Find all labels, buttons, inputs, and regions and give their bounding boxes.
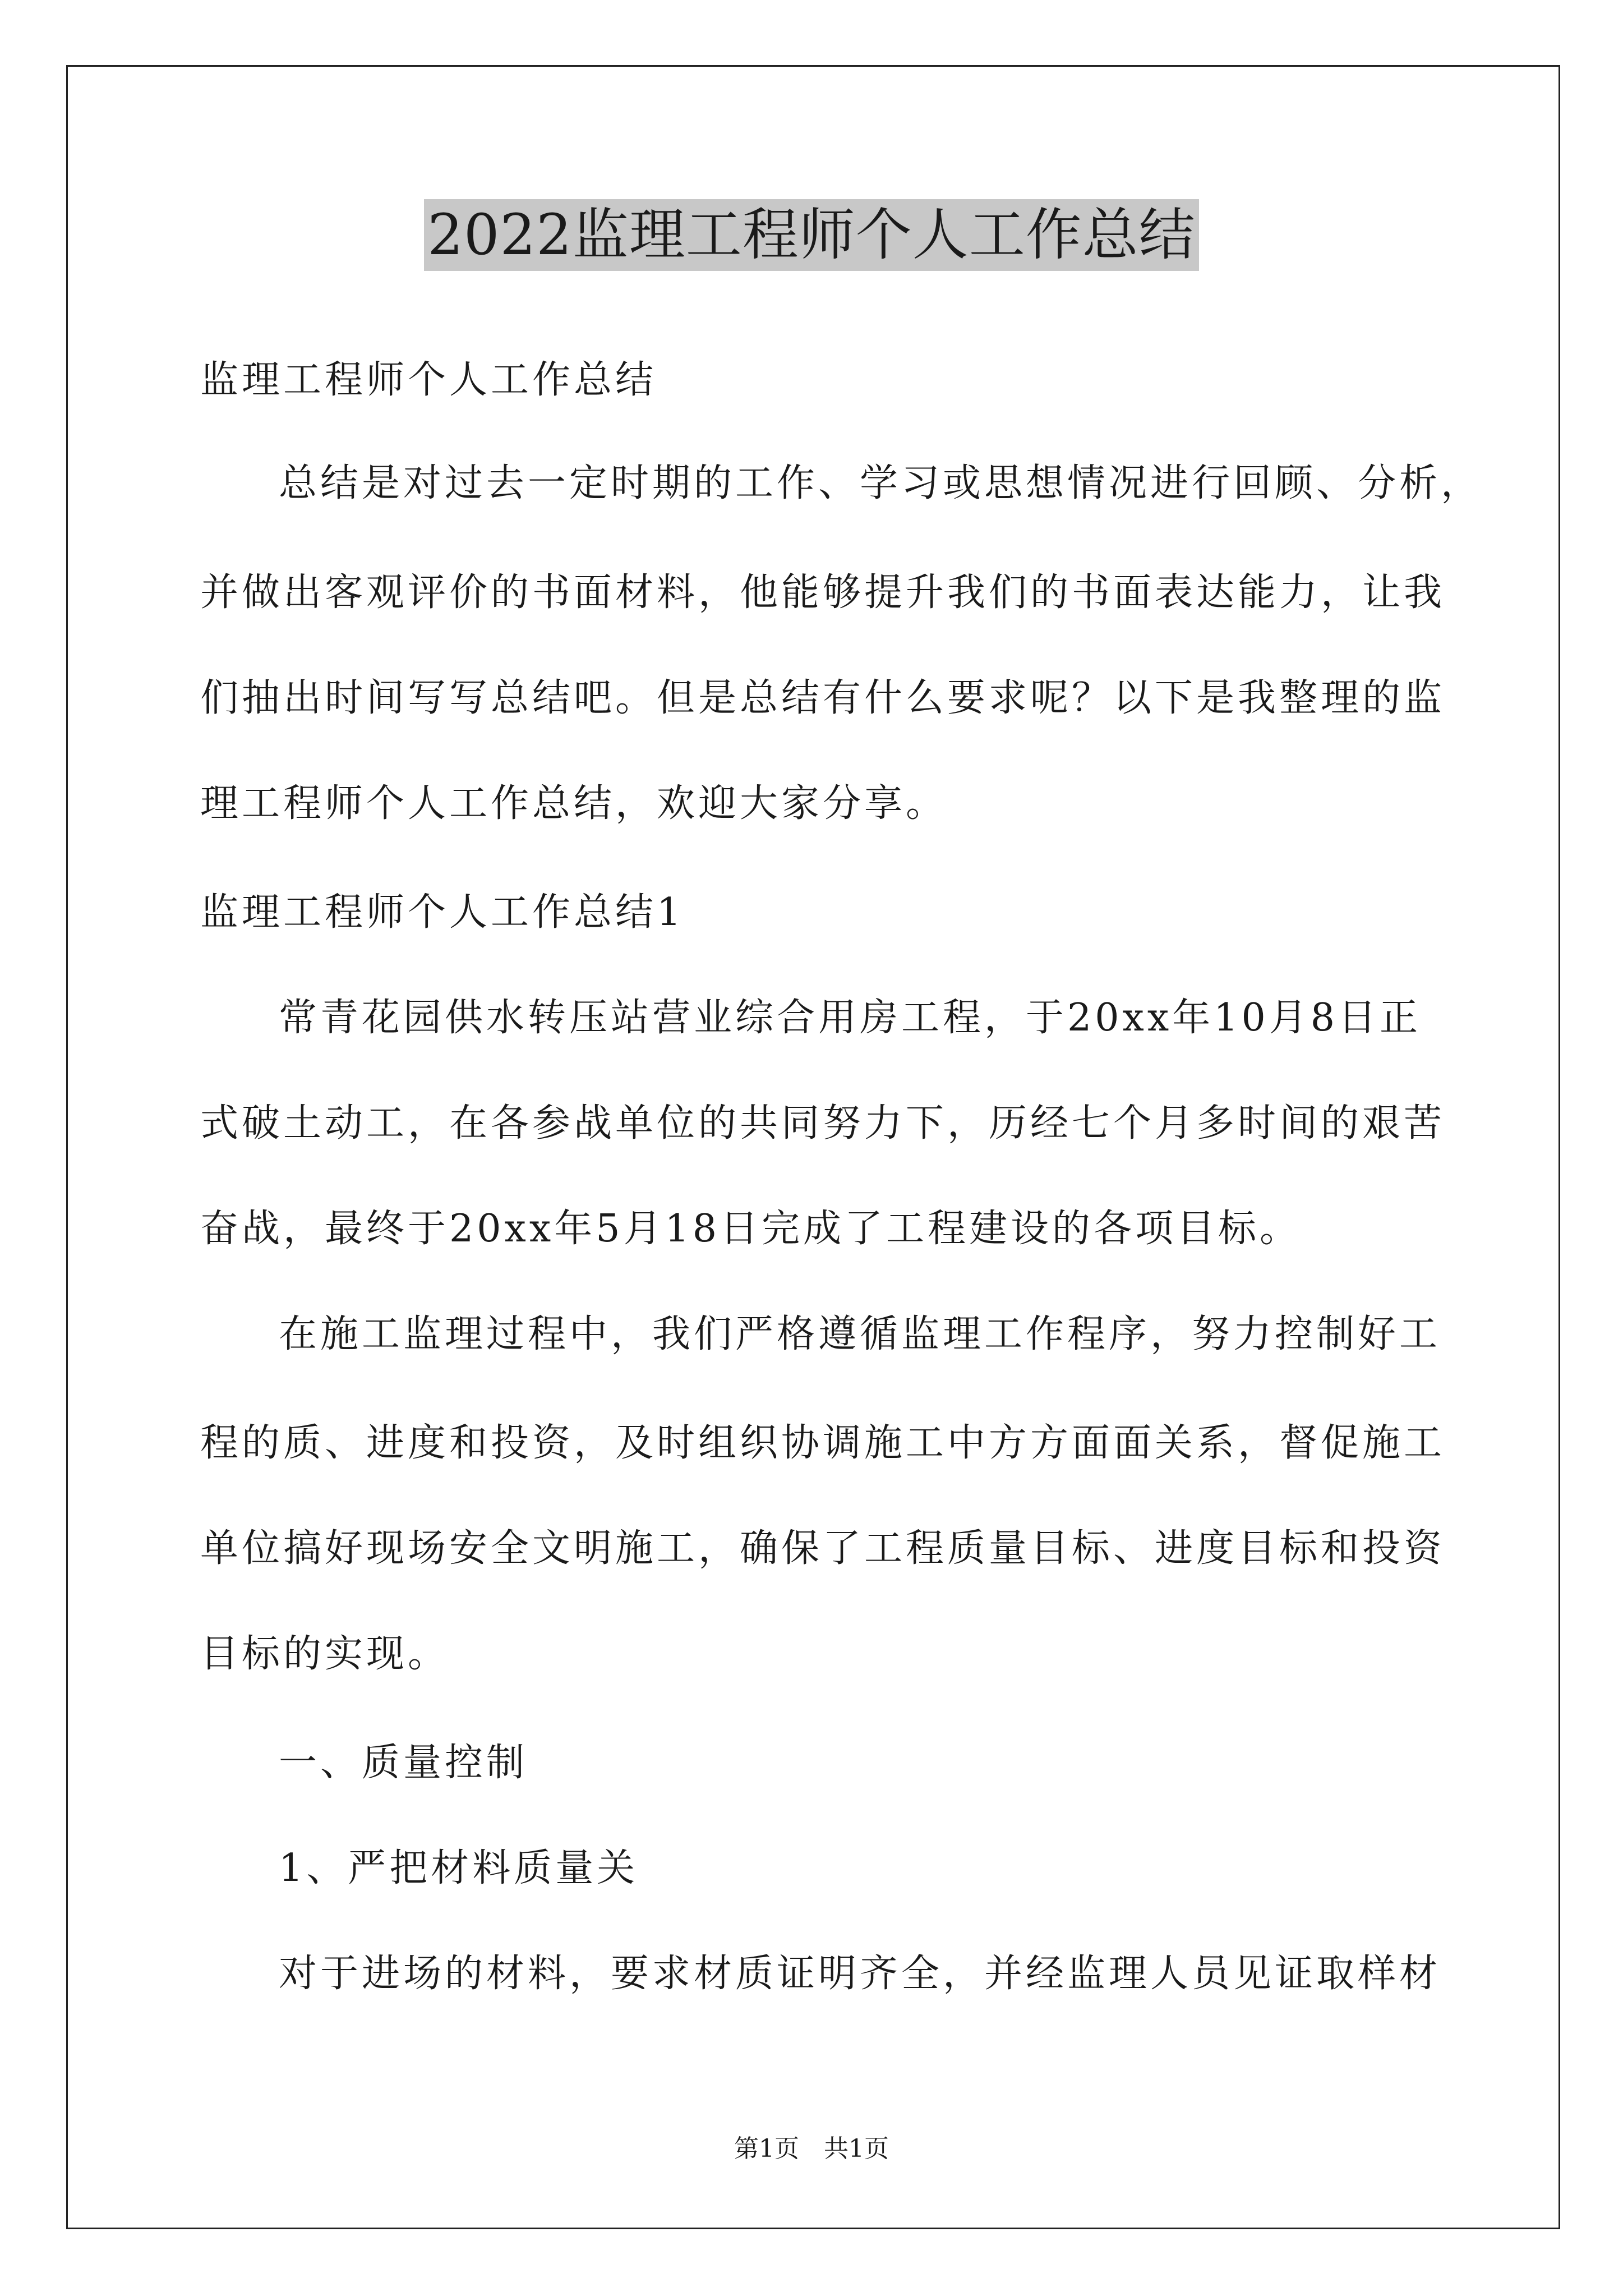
paragraph-line: 程的质、进度和投资，及时组织协调施工中方方面面关系，督促施工: [200, 1421, 1446, 1465]
paragraph-line: 目标的实现。: [200, 1632, 450, 1676]
section-heading: 监理工程师个人工作总结1: [200, 890, 685, 935]
paragraph-line: 们抽出时间写写总结吧。但是总结有什么要求呢？以下是我整理的监: [200, 676, 1446, 720]
paragraph-line: 式破土动工，在各参战单位的共同努力下，历经七个月多时间的艰苦: [200, 1101, 1446, 1145]
paragraph-line: 总结是对过去一定时期的工作、学习或思想情况进行回顾、分析，: [279, 461, 1483, 505]
paragraph-line: 单位搞好现场安全文明施工，确保了工程质量目标、进度目标和投资: [200, 1526, 1446, 1571]
paragraph-line: 对于进场的材料，要求材质证明齐全，并经监理人员见证取样材: [279, 1952, 1441, 1996]
section-heading: 监理工程师个人工作总结: [200, 358, 657, 402]
paragraph-line: 并做出客观评价的书面材料，他能够提升我们的书面表达能力，让我: [200, 570, 1446, 615]
paragraph-line: 常青花园供水转压站营业综合用房工程，于20xx年10月8日正: [279, 996, 1422, 1040]
document-title: 2022监理工程师个人工作总结: [424, 199, 1199, 271]
page-footer: 第1页 共1页: [734, 2134, 889, 2163]
paragraph-line: 奋战，最终于20xx年5月18日完成了工程建设的各项目标。: [200, 1207, 1302, 1251]
title-container: [0, 199, 1623, 271]
paragraph-line: 理工程师个人工作总结，欢迎大家分享。: [200, 781, 948, 826]
subsection-heading: 一、质量控制: [279, 1741, 528, 1785]
subsection-heading: 1、严把材料质量关: [279, 1846, 639, 1890]
paragraph-line: 在施工监理过程中，我们严格遵循监理工作程序，努力控制好工: [279, 1312, 1441, 1356]
